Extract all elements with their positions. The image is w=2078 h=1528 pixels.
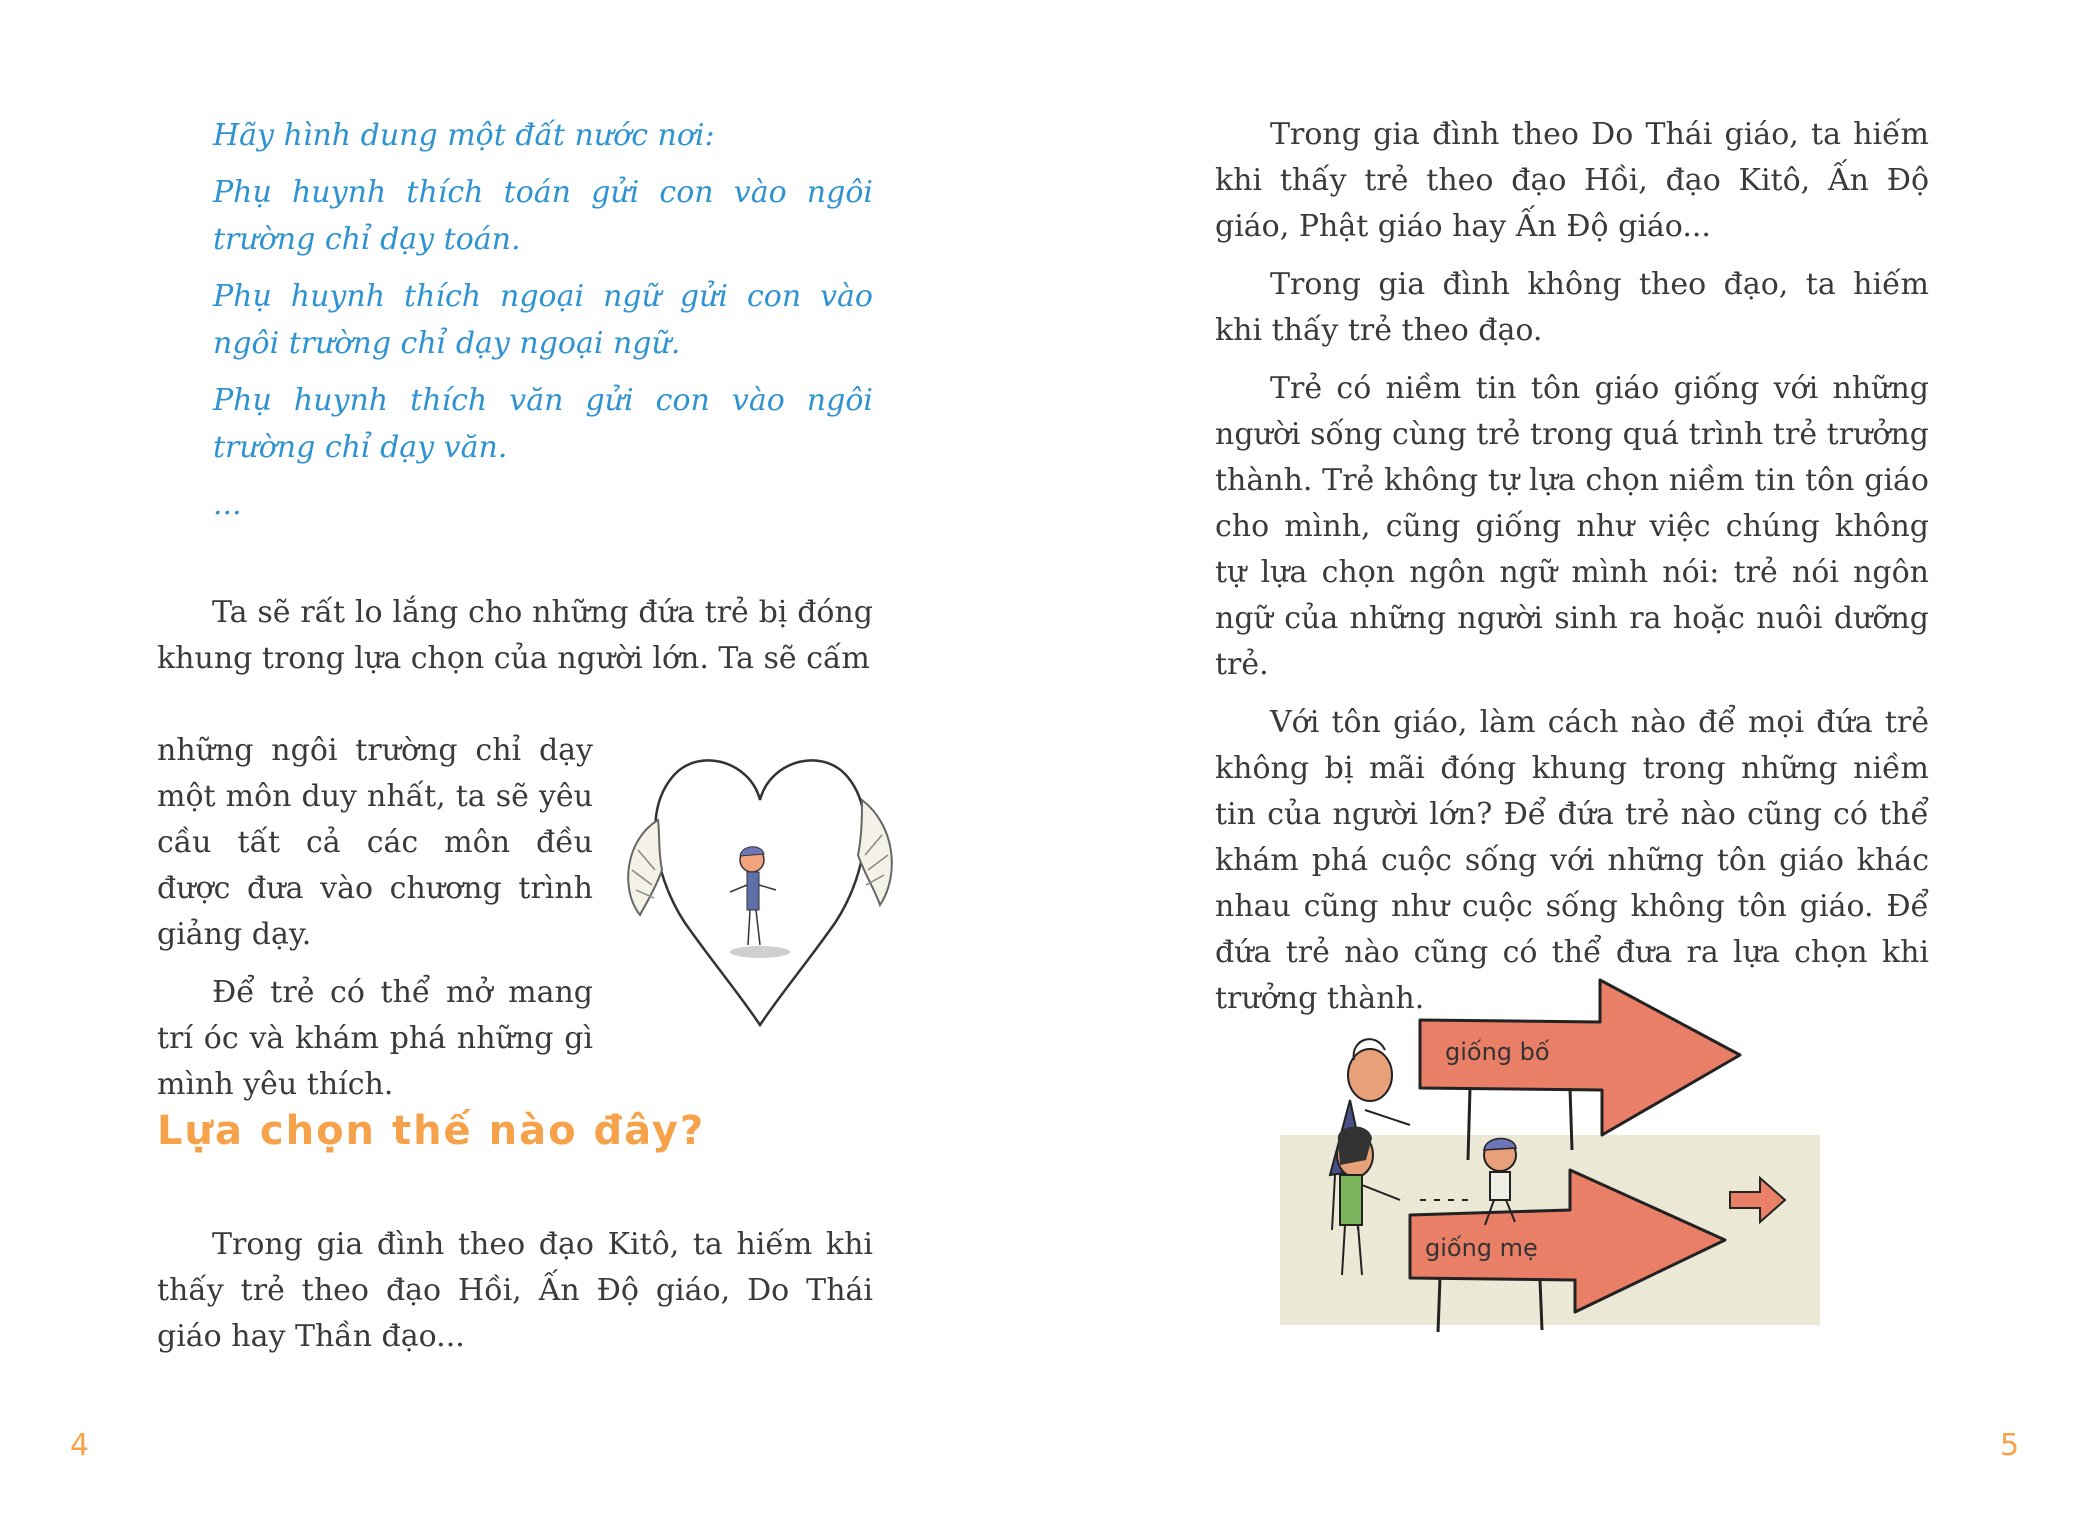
winged-heart-illustration — [600, 740, 920, 1040]
child-body — [747, 872, 759, 910]
paragraph-text: Trong gia đình theo đạo Kitô, ta hiếm khi thấy trẻ theo đạo Hồi, Ấn Độ giáo, Do Thái giáo hay Thần đạo... — [157, 1227, 873, 1354]
choice-arrows-illustration — [1270, 960, 1830, 1340]
paragraph-line: Ta sẽ rất lo lắng cho những đứa trẻ bị đóng khung trong lựa chọn của người lớn. Ta sẽ cấm — [157, 595, 873, 676]
paragraph-nonreligious: Trong gia đình không theo đạo, ta hiếm khi thấy trẻ theo đạo. — [1215, 267, 1929, 348]
paragraph-belief: Trẻ có niềm tin tôn giáo giống với những người sống cùng trẻ trong quá trình trẻ trưởng thành. Trẻ không tự lựa chọn niềm tin tôn giáo cho mình, cũng giống như việc chúng không tự lựa chọn ngôn ngữ mình nói: trẻ nói ngôn ngữ của những người sinh ra hoặc nuôi dưỡng trẻ. — [1215, 371, 1929, 682]
child-cap — [740, 847, 764, 856]
quote-ellipsis: ... — [213, 487, 242, 522]
heart-outline — [655, 760, 865, 1025]
paragraph-christian — [157, 1222, 873, 1372]
child-legs — [748, 910, 760, 945]
page-number: 5 — [2000, 1428, 2020, 1463]
wrapped-column — [157, 728, 593, 1120]
paragraph-open-mind: Để trẻ có thể mở mang trí óc và khám phá những gì mình yêu thích. — [157, 975, 593, 1102]
quote-line: Phụ huynh thích toán gửi con vào ngôi trường chỉ dạy toán. — [213, 175, 873, 257]
quote-line: Hãy hình dung một đất nước nơi: — [213, 118, 715, 153]
paragraph-concern — [157, 590, 873, 694]
arrow-label-top: giống bố — [1445, 1038, 1550, 1066]
page-number: 4 — [70, 1428, 90, 1463]
section-heading: Lựa chọn thế nào đây? — [157, 1108, 706, 1154]
right-wing — [858, 800, 892, 905]
paragraph-question: Với tôn giáo, làm cách nào để mọi đứa trẻ không bị mãi đóng khung trong những niềm tin của người lớn? Để đứa trẻ nào cũng có thể khám phá cuộc sống với những tôn giáo khác nhau cũng như cuộc sống không tôn giáo. Để đứa trẻ nào cũng có thể đưa ra lựa chọn khi trưởng thành. — [1215, 705, 1929, 1016]
left-wing — [628, 820, 662, 915]
quote-line: Phụ huynh thích văn gửi con vào ngôi trường chỉ dạy văn. — [213, 383, 873, 465]
arrow-label-bottom: giống mẹ — [1425, 1234, 1538, 1262]
quote-block — [213, 112, 873, 538]
paragraph-wrap: những ngôi trường chỉ dạy một môn duy nhất, ta sẽ yêu cầu tất cả các môn đều được đưa vào chương trình giảng dạy. — [157, 733, 593, 952]
arrow-top — [1420, 980, 1740, 1160]
quote-line: Phụ huynh thích ngoại ngữ gửi con vào ngôi trường chỉ dạy ngoại ngữ. — [213, 279, 873, 361]
right-text-column — [1215, 112, 1929, 1034]
ground-shadow — [730, 946, 790, 958]
paragraph-jewish: Trong gia đình theo Do Thái giáo, ta hiếm khi thấy trẻ theo đạo Hồi, đạo Kitô, Ấn Độ giáo, Phật giáo hay Ấn Độ giáo... — [1215, 117, 1929, 244]
